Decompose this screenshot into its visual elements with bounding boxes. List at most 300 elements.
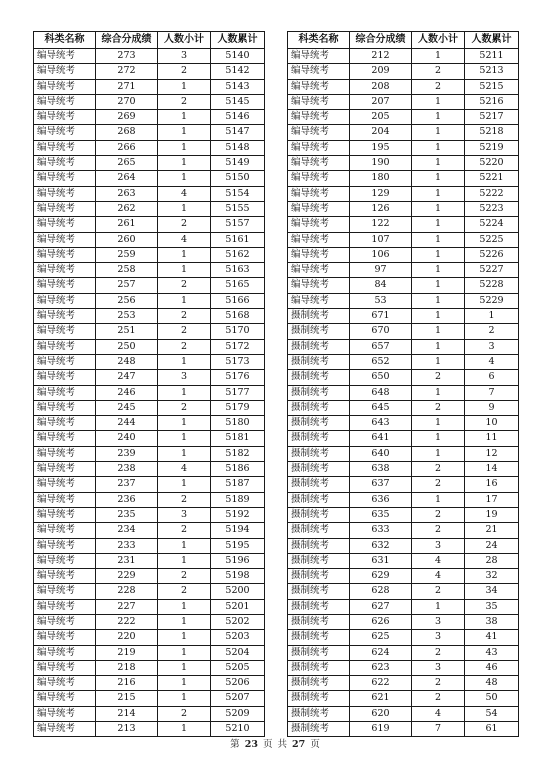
table-row	[288, 660, 519, 675]
cell-cumulative: 5173	[211, 354, 265, 369]
cell-cumulative: 5215	[465, 79, 519, 94]
cell-cumulative: 5207	[211, 691, 265, 706]
cell-cumulative: 24	[465, 538, 519, 553]
table-row	[288, 584, 519, 599]
cell-score: 648	[350, 385, 412, 400]
cell-category: 摄制统考	[288, 354, 350, 369]
cell-category: 编导统考	[34, 523, 96, 538]
cell-score: 239	[96, 446, 158, 461]
cell-cumulative: 5219	[465, 140, 519, 155]
cell-category: 摄制统考	[288, 645, 350, 660]
header-category: 科类名称	[288, 32, 350, 49]
cell-cumulative: 5192	[211, 507, 265, 522]
cell-category: 编导统考	[34, 171, 96, 186]
cell-category: 编导统考	[34, 630, 96, 645]
cell-score: 268	[96, 125, 158, 140]
table-row	[288, 49, 519, 64]
cell-cumulative: 5189	[211, 492, 265, 507]
cell-cumulative: 5143	[211, 79, 265, 94]
cell-cumulative: 5227	[465, 263, 519, 278]
cell-category: 摄制统考	[288, 706, 350, 721]
cell-category: 摄制统考	[288, 385, 350, 400]
cell-score: 245	[96, 400, 158, 415]
cell-score: 262	[96, 201, 158, 216]
cell-score: 229	[96, 569, 158, 584]
cell-category: 编导统考	[34, 431, 96, 446]
cell-score: 640	[350, 446, 412, 461]
cell-score: 240	[96, 431, 158, 446]
table-header-row	[34, 32, 265, 49]
cell-cumulative: 5147	[211, 125, 265, 140]
cell-count: 1	[158, 293, 211, 308]
cell-score: 261	[96, 217, 158, 232]
cell-category: 摄制统考	[288, 599, 350, 614]
table-row	[288, 676, 519, 691]
cell-count: 1	[158, 431, 211, 446]
cell-category: 摄制统考	[288, 477, 350, 492]
table-row	[34, 49, 265, 64]
cell-count: 3	[412, 614, 465, 629]
cell-category: 编导统考	[34, 94, 96, 109]
cell-category: 编导统考	[34, 691, 96, 706]
cell-category: 摄制统考	[288, 584, 350, 599]
table-row	[34, 232, 265, 247]
footer-prefix: 第	[230, 739, 240, 750]
cell-score: 246	[96, 385, 158, 400]
cell-score: 624	[350, 645, 412, 660]
cell-count: 2	[158, 523, 211, 538]
cell-count: 3	[158, 507, 211, 522]
cell-cumulative: 5202	[211, 614, 265, 629]
cell-cumulative: 5165	[211, 278, 265, 293]
cell-count: 1	[158, 538, 211, 553]
cell-count: 1	[158, 354, 211, 369]
cell-count: 2	[158, 278, 211, 293]
table-row	[34, 125, 265, 140]
cell-category: 编导统考	[34, 293, 96, 308]
cell-score: 266	[96, 140, 158, 155]
table-row	[34, 94, 265, 109]
cell-count: 1	[158, 110, 211, 125]
cell-count: 1	[412, 94, 465, 109]
cell-category: 摄制统考	[288, 507, 350, 522]
table-row	[34, 400, 265, 415]
cell-category: 编导统考	[34, 140, 96, 155]
table-row	[288, 507, 519, 522]
cell-score: 231	[96, 553, 158, 568]
table-row	[34, 523, 265, 538]
cell-score: 195	[350, 140, 412, 155]
cell-count: 1	[158, 171, 211, 186]
score-table-left	[33, 31, 265, 737]
cell-cumulative: 5203	[211, 630, 265, 645]
table-row	[34, 110, 265, 125]
table-row	[288, 477, 519, 492]
footer-middle: 页 共	[262, 739, 288, 750]
cell-category: 摄制统考	[288, 324, 350, 339]
cell-category: 编导统考	[288, 201, 350, 216]
cell-score: 97	[350, 263, 412, 278]
cell-cumulative: 5180	[211, 416, 265, 431]
cell-cumulative: 5204	[211, 645, 265, 660]
cell-count: 2	[412, 676, 465, 691]
cell-score: 628	[350, 584, 412, 599]
cell-score: 204	[350, 125, 412, 140]
current-page-number: 23	[244, 739, 258, 750]
cell-count: 4	[158, 186, 211, 201]
cell-score: 626	[350, 614, 412, 629]
cell-cumulative: 5200	[211, 584, 265, 599]
cell-score: 218	[96, 660, 158, 675]
cell-category: 编导统考	[288, 156, 350, 171]
cell-cumulative: 5217	[465, 110, 519, 125]
table-row	[288, 400, 519, 415]
cell-count: 1	[158, 691, 211, 706]
cell-cumulative: 5224	[465, 217, 519, 232]
cell-score: 227	[96, 599, 158, 614]
cell-score: 220	[96, 630, 158, 645]
cell-category: 摄制统考	[288, 492, 350, 507]
cell-count: 1	[158, 79, 211, 94]
cell-cumulative: 5223	[465, 201, 519, 216]
cell-score: 235	[96, 507, 158, 522]
table-row	[288, 293, 519, 308]
cell-cumulative: 32	[465, 569, 519, 584]
cell-category: 摄制统考	[288, 691, 350, 706]
cell-category: 编导统考	[288, 232, 350, 247]
cell-score: 238	[96, 462, 158, 477]
cell-cumulative: 43	[465, 645, 519, 660]
cell-cumulative: 2	[465, 324, 519, 339]
cell-category: 编导统考	[34, 309, 96, 324]
cell-score: 625	[350, 630, 412, 645]
cell-category: 编导统考	[288, 171, 350, 186]
table-row	[34, 660, 265, 675]
cell-category: 编导统考	[34, 492, 96, 507]
cell-count: 1	[158, 263, 211, 278]
cell-category: 摄制统考	[288, 400, 350, 415]
cell-score: 213	[96, 722, 158, 737]
cell-category: 编导统考	[288, 110, 350, 125]
cell-score: 258	[96, 263, 158, 278]
table-row	[288, 431, 519, 446]
cell-count: 2	[412, 64, 465, 79]
cell-score: 260	[96, 232, 158, 247]
cell-score: 256	[96, 293, 158, 308]
cell-count: 1	[412, 217, 465, 232]
cell-count: 3	[412, 660, 465, 675]
table-row	[34, 507, 265, 522]
cell-count: 2	[158, 584, 211, 599]
cell-cumulative: 12	[465, 446, 519, 461]
table-row	[288, 630, 519, 645]
cell-count: 2	[412, 370, 465, 385]
cell-category: 编导统考	[34, 400, 96, 415]
cell-count: 1	[412, 125, 465, 140]
cell-count: 1	[158, 614, 211, 629]
cell-category: 编导统考	[34, 232, 96, 247]
cell-category: 编导统考	[34, 64, 96, 79]
cell-category: 摄制统考	[288, 660, 350, 675]
cell-count: 3	[412, 538, 465, 553]
cell-count: 2	[412, 79, 465, 94]
cell-score: 253	[96, 309, 158, 324]
cell-cumulative: 34	[465, 584, 519, 599]
table-row	[34, 140, 265, 155]
cell-score: 263	[96, 186, 158, 201]
cell-count: 2	[158, 217, 211, 232]
cell-cumulative: 5162	[211, 247, 265, 262]
cell-cumulative: 17	[465, 492, 519, 507]
cell-count: 1	[158, 247, 211, 262]
cell-category: 摄制统考	[288, 339, 350, 354]
table-row	[34, 416, 265, 431]
cell-score: 270	[96, 94, 158, 109]
cell-count: 1	[158, 630, 211, 645]
cell-cumulative: 16	[465, 477, 519, 492]
cell-category: 编导统考	[288, 140, 350, 155]
cell-cumulative: 11	[465, 431, 519, 446]
cell-score: 180	[350, 171, 412, 186]
table-row	[288, 538, 519, 553]
cell-cumulative: 5225	[465, 232, 519, 247]
cell-count: 4	[412, 553, 465, 568]
cell-score: 269	[96, 110, 158, 125]
cell-count: 2	[158, 64, 211, 79]
cell-count: 1	[158, 599, 211, 614]
cell-score: 657	[350, 339, 412, 354]
cell-score: 643	[350, 416, 412, 431]
cell-count: 2	[412, 645, 465, 660]
cell-count: 1	[158, 722, 211, 737]
table-row	[34, 278, 265, 293]
cell-category: 编导统考	[288, 49, 350, 64]
cell-cumulative: 5177	[211, 385, 265, 400]
cell-category: 编导统考	[34, 385, 96, 400]
table-row	[288, 553, 519, 568]
cell-category: 编导统考	[34, 614, 96, 629]
cell-cumulative: 5150	[211, 171, 265, 186]
cell-category: 编导统考	[34, 263, 96, 278]
cell-cumulative: 50	[465, 691, 519, 706]
cell-score: 215	[96, 691, 158, 706]
cell-count: 4	[412, 706, 465, 721]
cell-count: 1	[158, 553, 211, 568]
cell-cumulative: 14	[465, 462, 519, 477]
cell-count: 1	[412, 492, 465, 507]
cell-score: 251	[96, 324, 158, 339]
cell-count: 2	[158, 492, 211, 507]
cell-score: 122	[350, 217, 412, 232]
cell-count: 2	[158, 400, 211, 415]
cell-cumulative: 5157	[211, 217, 265, 232]
table-row	[288, 125, 519, 140]
cell-score: 623	[350, 660, 412, 675]
header-count: 人数小计	[412, 32, 465, 49]
cell-cumulative: 5206	[211, 676, 265, 691]
table-row	[34, 309, 265, 324]
table-row	[34, 477, 265, 492]
table-row	[288, 79, 519, 94]
cell-cumulative: 5196	[211, 553, 265, 568]
table-row	[288, 140, 519, 155]
cell-score: 627	[350, 599, 412, 614]
cell-cumulative: 21	[465, 523, 519, 538]
cell-count: 1	[412, 446, 465, 461]
cell-score: 84	[350, 278, 412, 293]
cell-cumulative: 7	[465, 385, 519, 400]
cell-cumulative: 5140	[211, 49, 265, 64]
cell-category: 编导统考	[34, 217, 96, 232]
cell-score: 237	[96, 477, 158, 492]
table-row	[288, 691, 519, 706]
cell-count: 3	[412, 630, 465, 645]
cell-count: 1	[412, 431, 465, 446]
cell-cumulative: 5205	[211, 660, 265, 675]
cell-cumulative: 5172	[211, 339, 265, 354]
table-row	[288, 263, 519, 278]
cell-score: 248	[96, 354, 158, 369]
cell-category: 摄制统考	[288, 309, 350, 324]
cell-score: 212	[350, 49, 412, 64]
cell-count: 2	[412, 584, 465, 599]
cell-category: 编导统考	[288, 94, 350, 109]
cell-count: 1	[158, 140, 211, 155]
table-row	[34, 385, 265, 400]
cell-category: 编导统考	[34, 110, 96, 125]
cell-score: 637	[350, 477, 412, 492]
cell-score: 250	[96, 339, 158, 354]
cell-count: 1	[412, 49, 465, 64]
cell-category: 编导统考	[34, 553, 96, 568]
cell-count: 1	[412, 140, 465, 155]
cell-count: 1	[412, 599, 465, 614]
cell-score: 652	[350, 354, 412, 369]
table-row	[34, 293, 265, 308]
table-row	[34, 79, 265, 94]
table-row	[34, 201, 265, 216]
cell-count: 2	[412, 477, 465, 492]
cell-cumulative: 5176	[211, 370, 265, 385]
cell-cumulative: 5154	[211, 186, 265, 201]
cell-count: 1	[158, 676, 211, 691]
cell-category: 编导统考	[34, 645, 96, 660]
table-row	[288, 446, 519, 461]
table-row	[288, 339, 519, 354]
cell-score: 129	[350, 186, 412, 201]
header-score: 综合分成绩	[96, 32, 158, 49]
cell-count: 3	[158, 49, 211, 64]
cell-score: 247	[96, 370, 158, 385]
cell-count: 2	[412, 523, 465, 538]
cell-score: 53	[350, 293, 412, 308]
cell-score: 257	[96, 278, 158, 293]
cell-category: 编导统考	[34, 446, 96, 461]
cell-cumulative: 48	[465, 676, 519, 691]
table-row	[34, 691, 265, 706]
table-body-left	[34, 49, 265, 737]
cell-count: 1	[412, 232, 465, 247]
table-row	[288, 232, 519, 247]
cell-count: 1	[412, 354, 465, 369]
table-row	[288, 94, 519, 109]
table-row	[288, 324, 519, 339]
cell-category: 编导统考	[34, 186, 96, 201]
cell-score: 619	[350, 722, 412, 737]
cell-category: 编导统考	[288, 293, 350, 308]
cell-category: 编导统考	[288, 247, 350, 262]
cell-count: 4	[412, 569, 465, 584]
table-row	[34, 431, 265, 446]
cell-cumulative: 5148	[211, 140, 265, 155]
cell-count: 1	[412, 156, 465, 171]
table-row	[34, 462, 265, 477]
cell-score: 650	[350, 370, 412, 385]
cell-count: 1	[412, 247, 465, 262]
cell-cumulative: 5229	[465, 293, 519, 308]
cell-count: 2	[412, 691, 465, 706]
cell-category: 编导统考	[34, 49, 96, 64]
cell-category: 编导统考	[34, 370, 96, 385]
cell-score: 228	[96, 584, 158, 599]
cell-category: 编导统考	[34, 247, 96, 262]
table-row	[288, 492, 519, 507]
cell-cumulative: 5186	[211, 462, 265, 477]
table-row	[288, 416, 519, 431]
cell-score: 207	[350, 94, 412, 109]
cell-cumulative: 19	[465, 507, 519, 522]
cell-score: 264	[96, 171, 158, 186]
cell-score: 631	[350, 553, 412, 568]
table-row	[34, 156, 265, 171]
cell-score: 126	[350, 201, 412, 216]
header-score: 综合分成绩	[350, 32, 412, 49]
table-row	[34, 706, 265, 721]
table-row	[34, 676, 265, 691]
cell-count: 2	[412, 507, 465, 522]
table-row	[288, 186, 519, 201]
cell-category: 编导统考	[34, 354, 96, 369]
table-row	[288, 706, 519, 721]
table-row	[288, 569, 519, 584]
table-body-right	[288, 49, 519, 737]
cell-score: 632	[350, 538, 412, 553]
cell-category: 编导统考	[288, 186, 350, 201]
cell-count: 3	[158, 370, 211, 385]
cell-category: 摄制统考	[288, 462, 350, 477]
cell-cumulative: 5181	[211, 431, 265, 446]
table-row	[288, 64, 519, 79]
table-row	[34, 722, 265, 737]
table-row	[288, 645, 519, 660]
cell-count: 1	[158, 416, 211, 431]
table-row	[288, 354, 519, 369]
cell-cumulative: 10	[465, 416, 519, 431]
cell-score: 236	[96, 492, 158, 507]
header-cumulative: 人数累计	[211, 32, 265, 49]
table-row	[34, 553, 265, 568]
cell-score: 107	[350, 232, 412, 247]
cell-count: 1	[412, 263, 465, 278]
table-row	[288, 217, 519, 232]
cell-cumulative: 5142	[211, 64, 265, 79]
cell-category: 编导统考	[34, 201, 96, 216]
cell-score: 633	[350, 523, 412, 538]
cell-count: 2	[158, 324, 211, 339]
cell-count: 1	[158, 645, 211, 660]
cell-cumulative: 5221	[465, 171, 519, 186]
cell-count: 1	[412, 309, 465, 324]
